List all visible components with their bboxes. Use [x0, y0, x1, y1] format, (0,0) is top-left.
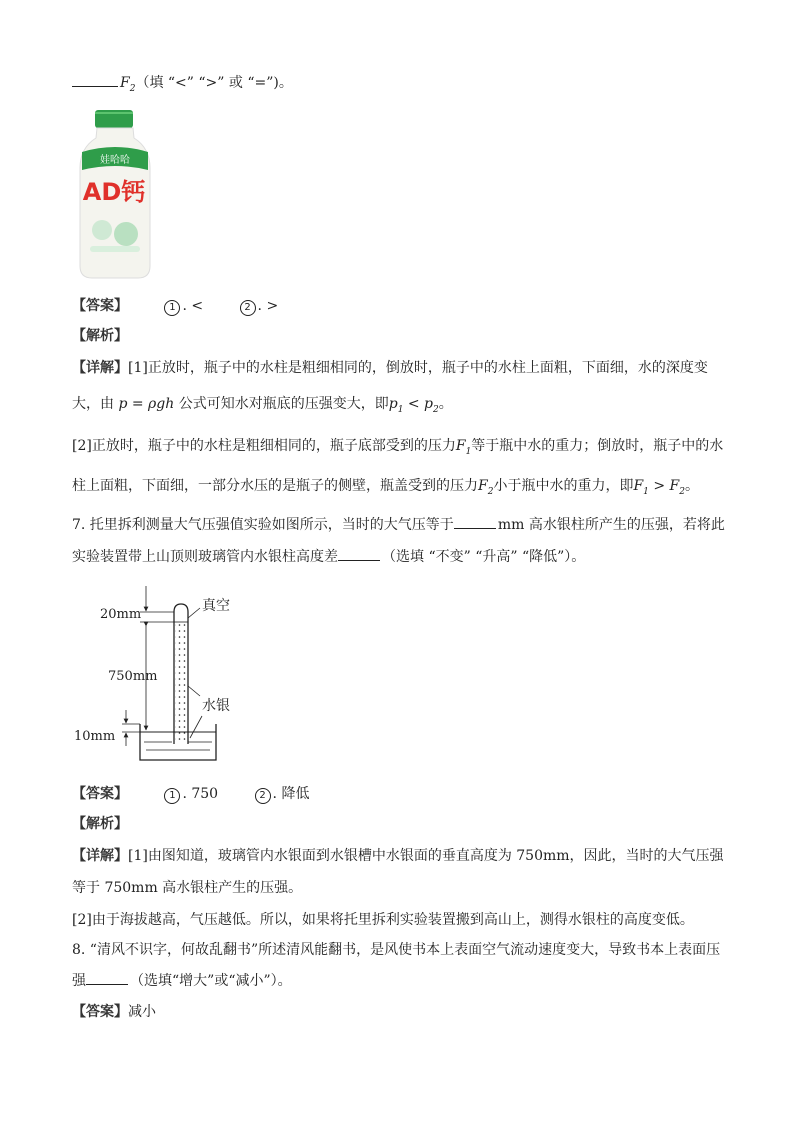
answer-item-2: 2 . 降低 — [255, 786, 310, 802]
decor-circle — [92, 220, 112, 240]
decor-circle — [114, 222, 138, 246]
mercury-column — [175, 622, 187, 744]
force-inequality: $F_1 > F_2$ — [633, 478, 685, 497]
q7-analysis-tag: 【解析】 — [72, 816, 128, 832]
brand-label: 娃哈哈 — [100, 155, 130, 166]
pressure-formula: p = ρgh — [118, 396, 175, 412]
label-vacuum: 真空 — [202, 598, 230, 614]
answer-tag: 【答案】 — [72, 298, 128, 314]
label-10mm: 10mm — [74, 729, 116, 744]
q8-answer-row — [72, 1002, 156, 1022]
q7-question-line2: 实验装置带上山顶则玻璃管内水银柱高度差 （选填 “不变” “升高” “降低”）。 — [72, 546, 585, 567]
answer-blank — [454, 514, 496, 529]
q6-detail-p2-line2: 柱上面粗，下面细，一部分水压的是瓶子的侧壁，瓶盖受到的压力$F_2$小于瓶中水的重力，即$F_1 > F_2$。 — [72, 478, 699, 497]
pressure-inequality: $p_1 < p_2$ — [388, 396, 439, 415]
q6-answer-row — [72, 296, 278, 316]
q7-answer-row — [72, 784, 309, 804]
q8-question-line1: 8. “清风不识字，何故乱翻书”所述清风能翻书，是风使书本上表面空气流动速度变大，导致书本上表面压 — [72, 942, 721, 958]
q7-detail-p1-line2: 等于 750mm 高水银柱产生的压强。 — [72, 880, 303, 896]
q8-question-line2: 强 （选填“增大”或“减小”）。 — [72, 970, 292, 991]
label-mercury: 水银 — [202, 698, 230, 714]
q7-detail-p1-line1: 【详解】[1]由图知道，玻璃管内水银面到水银槽中水银面的垂直高度为 750mm，因此，当时的大气压强 — [72, 848, 724, 864]
q6-fill-line — [72, 72, 293, 99]
q6-detail-p1-line2: 大，由 p = ρgh 公式可知水对瓶底的压强变大，即$p_1 < p_2$。 — [72, 396, 453, 415]
answer-item-1: 1 . 750 — [164, 786, 218, 802]
ad-calcium-milk-bottle-image — [76, 108, 154, 280]
q6-instruction: （填 “<” “>” 或 “=”)。 — [135, 75, 293, 91]
q7-question-line1: 7. 托里拆利测量大气压强值实验如图所示，当时的大气压等于 mm 高水银柱所产生的压强，若将此 — [72, 514, 725, 535]
answer-blank — [72, 72, 118, 87]
q6-detail-p1-line1: 【详解】[1]正放时，瓶子中的水柱是粗细相同的，倒放时，瓶子中的水柱上面粗，下面细，水的深度变 — [72, 360, 708, 376]
answer-item-1: 1 . < — [164, 298, 203, 314]
torricelli-experiment-diagram — [72, 586, 262, 766]
answer-tag: 【答案】 — [72, 1004, 128, 1020]
f2-symbol: $F_2$ — [478, 478, 494, 497]
label-20mm: 20mm — [100, 607, 142, 622]
label-750mm: 750mm — [108, 669, 158, 684]
q6-analysis-tag: 【解析】 — [72, 328, 128, 344]
q6-detail-p2-line1: [2]正放时，瓶子中的水柱是粗细相同的，瓶子底部受到的压力$F_1$等于瓶中水的重力；倒放时，瓶子中的水 — [72, 438, 724, 457]
answer-blank — [338, 546, 380, 561]
answer-blank — [86, 970, 128, 985]
f1-symbol: $F_1$ — [455, 438, 472, 457]
answer-item-2: 2 . > — [240, 298, 279, 314]
f2-symbol: $F_2$ — [120, 75, 136, 94]
answer-tag: 【答案】 — [72, 786, 128, 802]
q7-detail-p2: [2]由于海拔越高，气压越低。所以，如果将托里拆利实验装置搬到高山上，测得水银柱的高度变低。 — [72, 912, 694, 928]
ad-calcium-label: AD钙 — [82, 178, 146, 206]
answer-value: 减小 — [128, 1004, 156, 1020]
